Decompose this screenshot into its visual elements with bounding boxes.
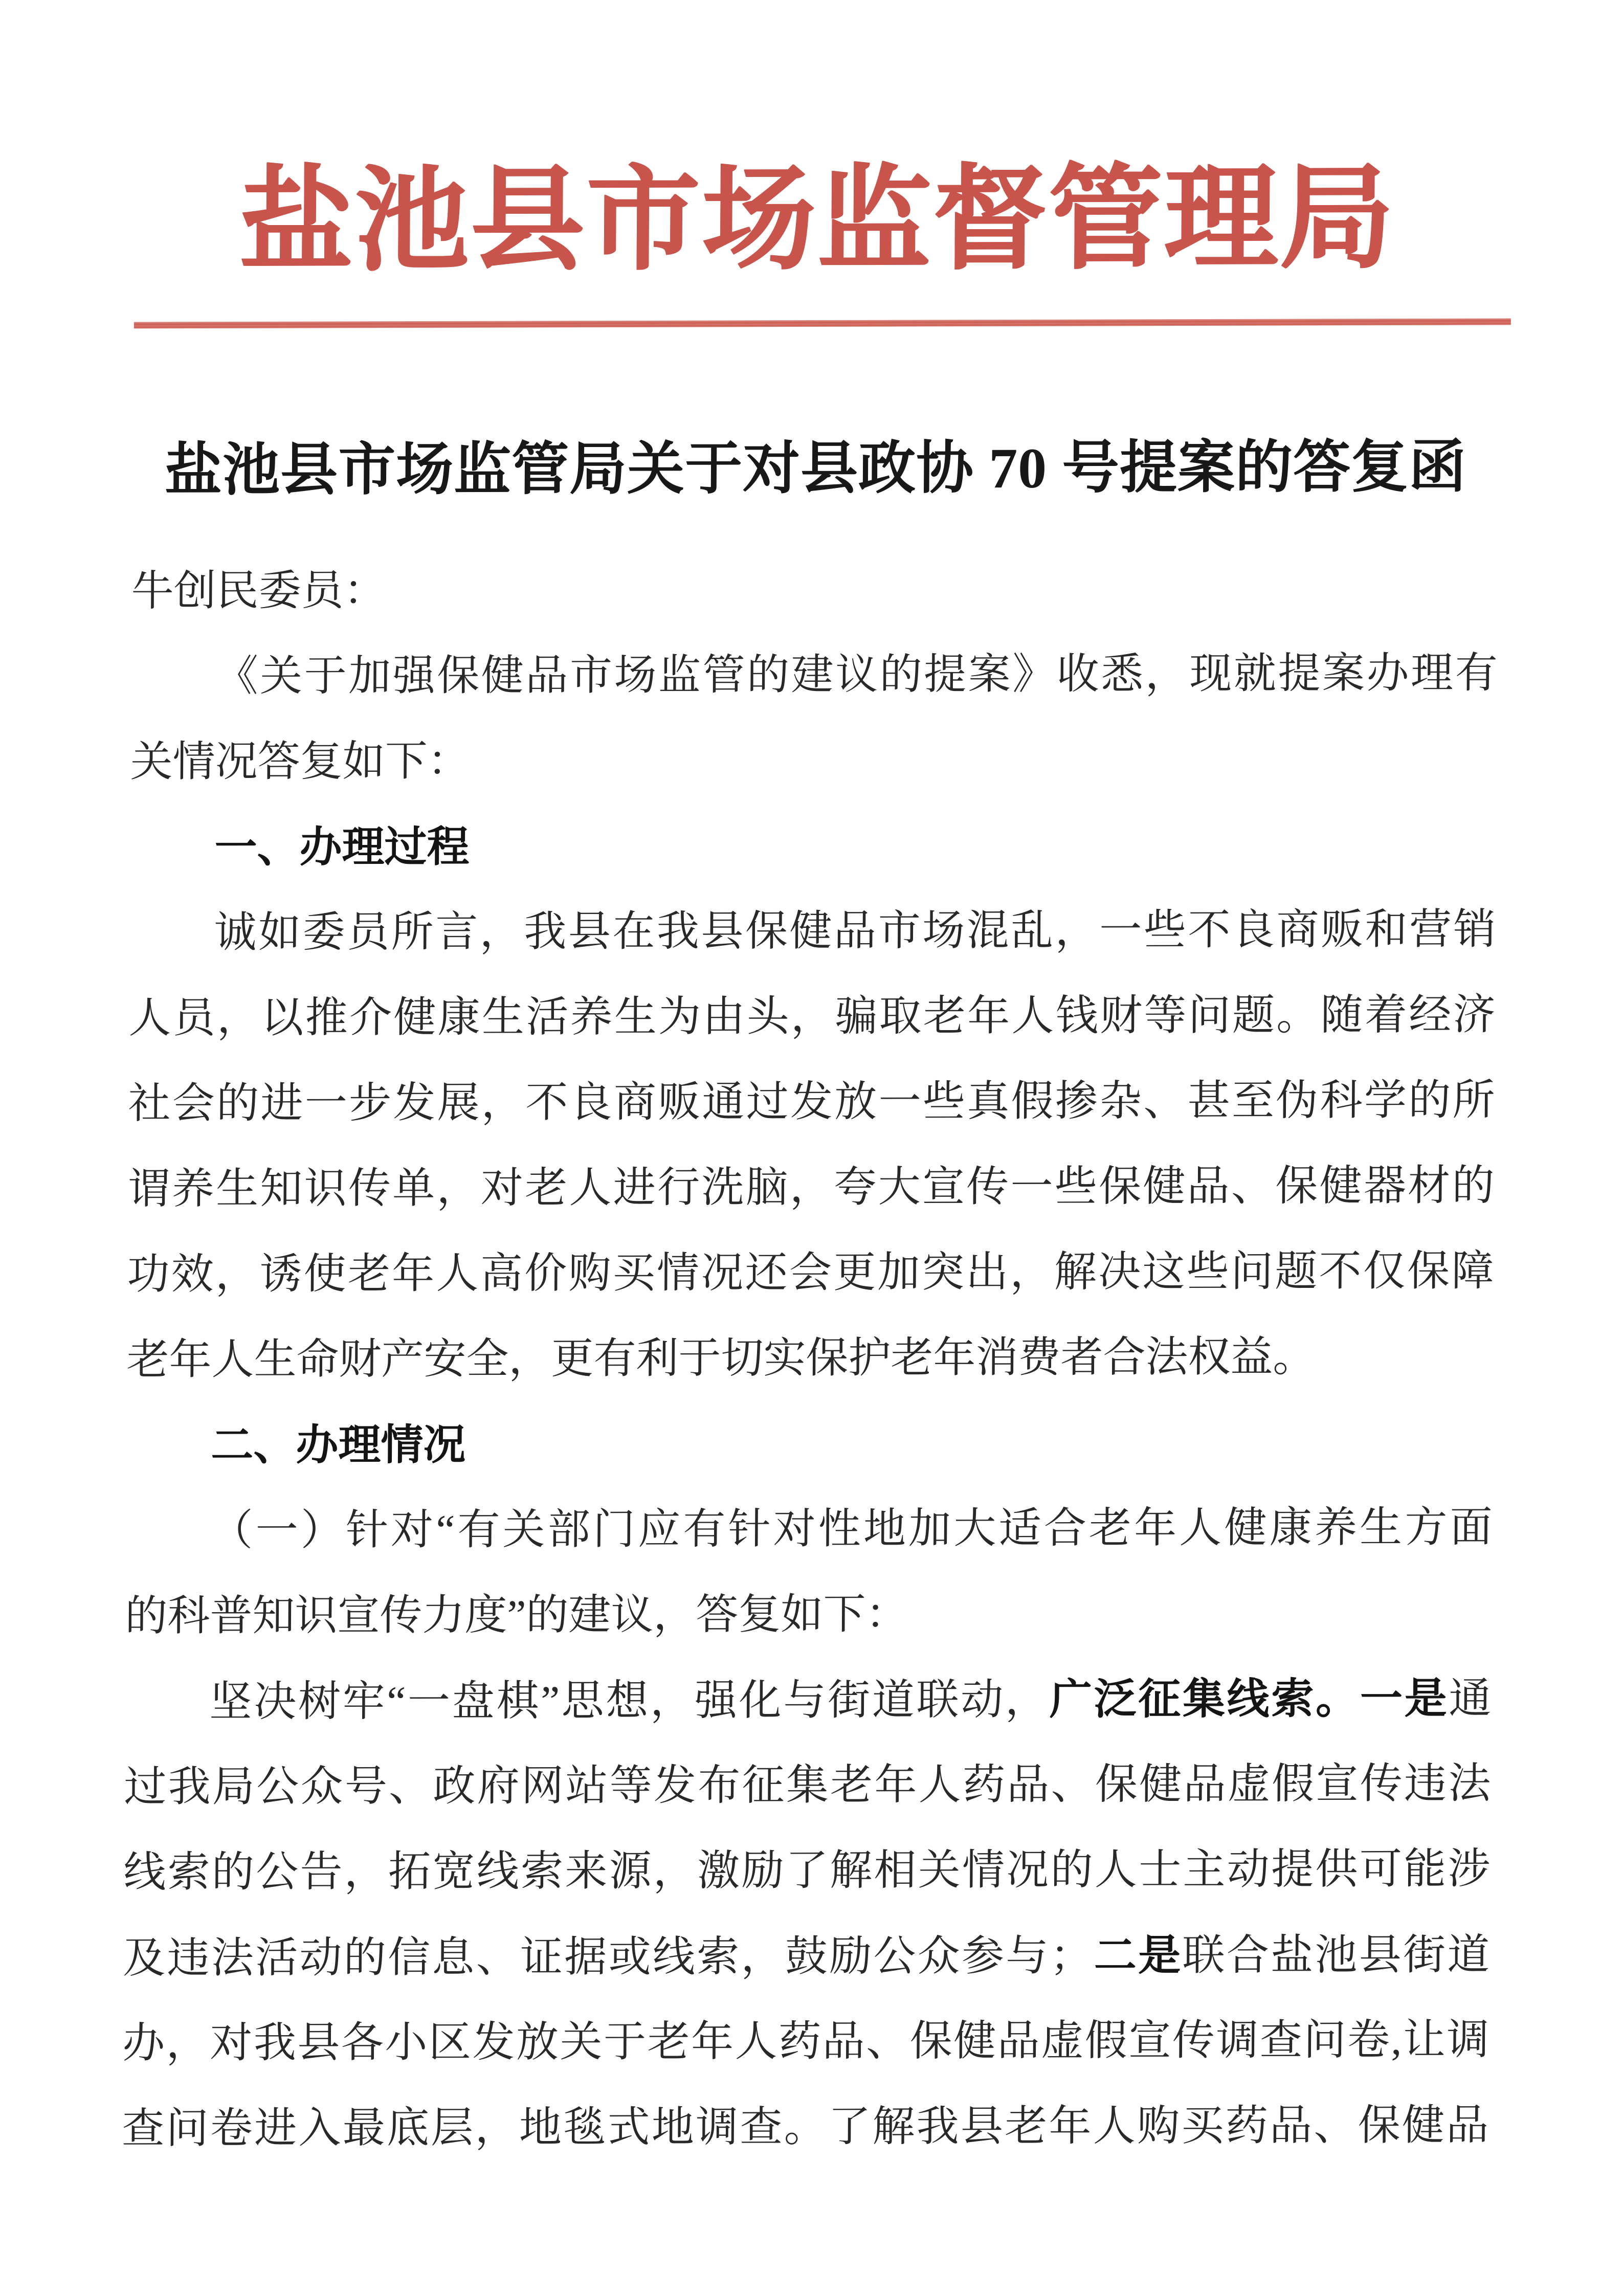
bold-text: 二是 [1092, 1931, 1183, 1979]
body-line [125, 1570, 1492, 1659]
text: 的科普知识宣传力度”的建议，答复如下： [125, 1590, 908, 1640]
scan-artifact-corner-mark [1609, 49, 1623, 57]
text: 关情况答复如下： [130, 737, 470, 786]
body-line [127, 1229, 1494, 1318]
bold-text: 一、办理过程 [214, 822, 470, 872]
text: 线索的公告，拓宽线索来源，激励了解相关情况的人士主动提供可能涉 [123, 1845, 1491, 1896]
bold-text: 二、办理情况 [211, 1420, 466, 1469]
section-heading [126, 1399, 1493, 1488]
header-rule [134, 318, 1511, 328]
body-line [127, 1143, 1495, 1232]
body-line [124, 1656, 1492, 1745]
text: （一）针对“有关部门应有针对性地加大适合老年人健康养生方面 [210, 1503, 1493, 1554]
document-title: 盐池县市场监管局关于对县政协 70 号提案的答复函 [164, 435, 1467, 503]
text: 联合盐池县街道 [1182, 1931, 1490, 1979]
body-line [122, 1997, 1489, 2086]
bold-text: 广泛征集线索。一是 [1049, 1674, 1449, 1723]
body-line [129, 886, 1496, 975]
text: 查问卷进入最底层，地毯式地调查。了解我县老年人购买药品、保健品 [122, 2101, 1489, 2152]
text: 办，对我县各小区发放关于老年人药品、保健品虚假宣传调查问卷,让调 [122, 2016, 1489, 2067]
body-lines [122, 545, 1498, 2171]
agency-name: 盐池县市场监督管理局 [238, 156, 1396, 285]
body-line [130, 630, 1498, 719]
text: 诚如委员所言，我县在我县保健品市场混乱，一些不良商贩和营销 [214, 905, 1496, 956]
text: 过我局公众号、政府网站等发布征集老年人药品、保健品虚假宣传违法 [124, 1759, 1491, 1811]
text: 通 [1449, 1675, 1492, 1722]
body-line [123, 1912, 1490, 2001]
body-line [123, 1826, 1491, 1915]
text: 社会的进一步发展，不良商贩通过发放一些真假掺杂、甚至伪科学的所 [128, 1076, 1495, 1127]
text: 坚决树牢“一盘棋”思想，强化与街道联动， [209, 1676, 1050, 1726]
section-heading [129, 801, 1497, 890]
text: 《关于加强保健品市场监管的建议的提案》收悉，现就提案办理有 [215, 649, 1498, 700]
body-line [122, 2083, 1489, 2172]
body-line [128, 1058, 1495, 1147]
text: 老年人生命财产安全，更有利于切实保护老年消费者合法权益。 [126, 1333, 1316, 1384]
body-line [126, 1314, 1494, 1403]
body-line [128, 972, 1496, 1061]
text: 及违法活动的信息、证据或线索，鼓励公众参与； [123, 1932, 1093, 1982]
body-line [125, 1485, 1493, 1574]
addressee-line: 牛创民委员： [131, 567, 386, 615]
text: 人员，以推介健康生活养生为由头，骗取老年人钱财等问题。随着经济 [128, 991, 1496, 1042]
text: 功效，诱使老年人高价购买情况还会更加突出，解决这些问题不仅保障 [127, 1247, 1494, 1298]
scan-artifact-line [7, 46, 1623, 52]
body-line [124, 1741, 1491, 1830]
body-line [130, 716, 1497, 805]
text: 谓养生知识传单，对老人进行洗脑，夸大宣传一些保健品、保健器材的 [127, 1162, 1495, 1213]
